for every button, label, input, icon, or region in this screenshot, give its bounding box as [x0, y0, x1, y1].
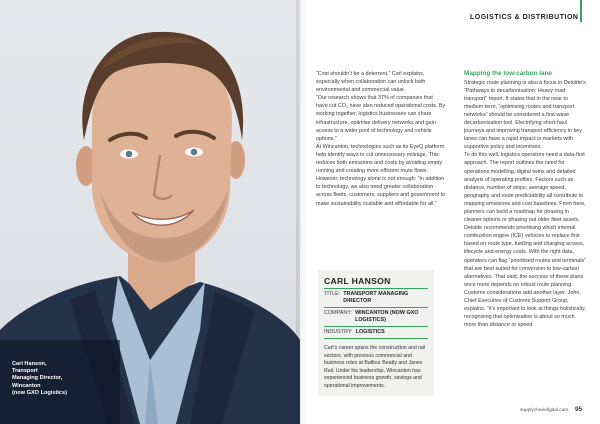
section-heading: Mapping the low-carbon lane: [464, 70, 553, 77]
caption-line: (now GXO Logistics): [12, 389, 68, 396]
paragraph: “Our research shows that 37% of companies that have cut CO₂ have also reduced operational costs. By working together, logistics businesses can share infrastructure, optimise delivery networks and gain access to a wider pool of technology and vehicle options.”: [316, 95, 446, 142]
footer-url[interactable]: supplychaindigital.com: [520, 408, 569, 413]
paragraph: “Cost shouldn’t be a deterrent,” Carl explains, especially when collaboration can unlock both environmental and commercial value.: [316, 71, 426, 94]
profile-value: LOGISTICS: [355, 329, 385, 335]
profile-name: CARL HANSON: [324, 276, 391, 286]
article-column-right: [464, 70, 586, 329]
profile-row-company: [324, 307, 428, 326]
article-column-left: [316, 70, 446, 208]
photo-caption: [12, 361, 84, 397]
paragraph: To do this well, logistics operators need a data-first approach. The report outlines the need for operations modelling, digital twins and detailed analysis of operating profiles. Factors such as distance, number of stops, average speed, geography and route predictability all contribute to mapping emissions and cost baselines. From here, planners can build a roadmap for phasing in cleaner options or phasing out older fleet assets.: [464, 152, 586, 224]
paragraph: Deloitte recommends prioritising which internal combustion engine (ICE) vehicles to replace first based on route type, fuelling and charging access, lifecycle and energy costs. With the right data, operators can flag “prioritised routes and terminals” that are best suited for conversion to low-carbon alternatives. That said, the success of these plans once more depends on robust route planning.: [464, 225, 586, 288]
profile-key: COMPANY:: [324, 310, 353, 316]
profile-value: WINCANTON (NOW GXO LOGISTICS): [355, 310, 419, 323]
caption-line: Carl Hanson,: [12, 361, 47, 367]
page-gutter: [296, 0, 306, 424]
profile-box: [318, 270, 434, 396]
section-header: LOGISTICS & DISTRIBUTION: [470, 14, 579, 21]
paragraph: Customs considerations add another layer. John, Chief Executive of Customs Support Group, explains: “It’s important to look at things holistically, recognising that optimisation is about so much more than distance or speed: [464, 289, 586, 329]
page-number: 95: [575, 406, 583, 413]
paragraph: Strategic route planning is also a focus in Deloitte’s “Pathways to decarbonisation: Heavy road transport” report. It states that in the near to medium term, “optimising routes and transport networks” should be considered a first-wave decarbonisation tool. Electrifying short-haul journeys and improving transport efficiency in key lanes can have a rapid impact in markets with supportive policy and incentives.: [464, 79, 586, 151]
profile-value: TRANSPORT MANAGING DIRECTOR: [343, 291, 409, 304]
profile-row-industry: [324, 326, 428, 339]
paragraph: At Wincanton, technologies such as its EyeQ platform help identify ways to cut unnecessary mileage. This reduces both emissions and costs by avoiding empty running and creating more efficient route flows.: [316, 143, 445, 175]
paragraph: However, technology alone is not enough: “In addition to technology, we also need greater collaboration across fleets, customers, suppliers and government to make sustainability scalable and affordable for all.”: [316, 176, 446, 207]
caption-line: Transport: [12, 368, 38, 375]
caption-line: Managing Director,: [12, 375, 63, 382]
profile-bio: Carl’s career spans the construction and rail sectors, with previous commercial and business roles at Balfour Beatty and Janes Rail. Under his leadership, Wincanton has experienced business growth, savings and operational improvements.: [324, 345, 426, 389]
header-accent-rule: [580, 0, 582, 22]
caption-line: Wincanton: [12, 382, 41, 389]
profile-key: TITLE:: [324, 291, 341, 297]
profile-row-title: [324, 288, 428, 307]
profile-key: INDUSTRY:: [324, 329, 353, 335]
